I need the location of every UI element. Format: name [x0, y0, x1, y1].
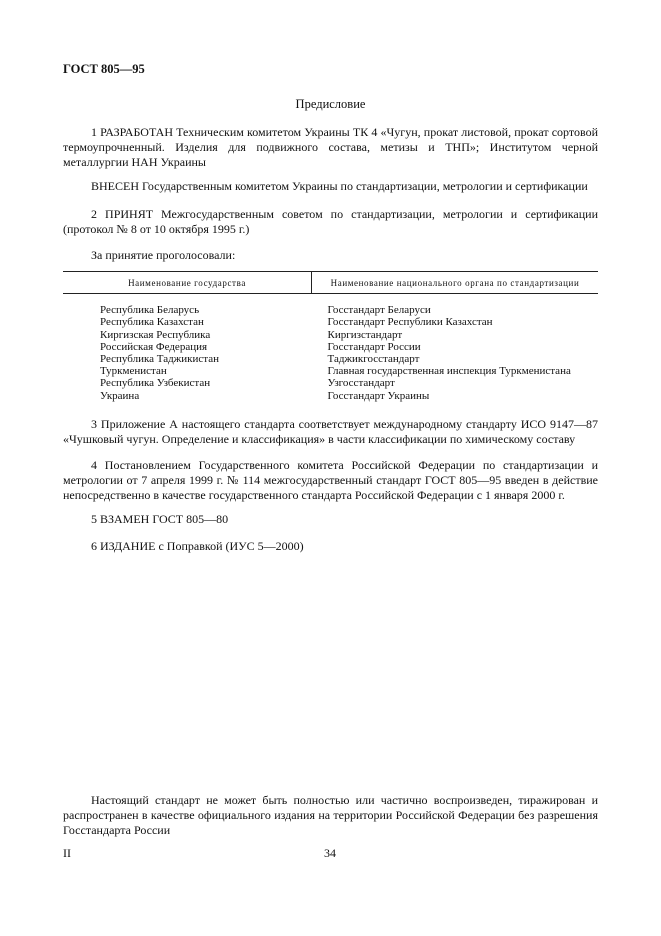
column-header-state: Наименование государства — [63, 272, 312, 294]
paragraph-replaces: 5 ВЗАМЕН ГОСТ 805—80 — [91, 512, 229, 526]
body-name: Госстандарт Украины — [327, 389, 430, 402]
state-name: Киргизская Республика — [100, 328, 211, 341]
voted-caption: За принятие проголосовали: — [91, 248, 236, 262]
paragraph-decree: 4 Постановлением Государственного комитета Российской Федерации по стандартизации и метрологии от 7 апреля 1999 г. № 114 межгосударственный стандарт ГОСТ 805—95 введен в действие непосредственно в качестве государственного стандарта Российской Федерации с 1 января 2000 г. — [63, 458, 598, 502]
paragraph-adopted: 2 ПРИНЯТ Межгосударственным советом по стандартизации, метрологии и сертификации (протокол № 8 от 10 октября 1995 г.) — [63, 207, 598, 236]
state-name: Республика Таджикистан — [100, 353, 219, 366]
table-header-row — [63, 272, 598, 294]
standard-number: ГОСТ 805—95 — [63, 62, 145, 76]
body-name: Госстандарт Республики Казахстан — [327, 316, 493, 329]
state-name: Республика Беларусь — [100, 304, 200, 317]
body-name: Госстандарт Беларуси — [327, 304, 431, 317]
page-number: 34 — [324, 846, 336, 860]
copyright-notice: Настоящий стандарт не может быть полностью или частично воспроизведен, тиражирован и распространен в качестве официального издания на территории Российской Федерации без разрешения Госстандарта России — [63, 793, 598, 837]
body-name: Таджикгосстандарт — [327, 353, 420, 366]
paragraph-developed: 1 РАЗРАБОТАН Техническим комитетом Украины ТК 4 «Чугун, прокат листовой, прокат сортовой термоупрочненный. Изделия для подвижного состава, метизы и ТНП»; Институтом черной металлургии НАН Украины — [63, 125, 598, 169]
bodies-cell — [312, 294, 599, 402]
roman-page-number: II — [63, 846, 71, 860]
state-name: Республика Казахстан — [100, 316, 204, 329]
state-name: Российская Федерация — [100, 340, 208, 353]
paragraph-introduced: ВНЕСЕН Государственным комитетом Украины по стандартизации, метрологии и сертификации — [91, 179, 588, 193]
state-name: Туркменистан — [100, 365, 167, 378]
page-title: Предисловие — [295, 97, 366, 111]
body-name: Киргизстандарт — [327, 328, 403, 341]
body-name: Узгосстандарт — [327, 377, 395, 390]
paragraph-edition: 6 ИЗДАНИЕ с Поправкой (ИУС 5—2000) — [91, 539, 304, 553]
table-row — [63, 294, 598, 402]
states-cell — [63, 294, 312, 402]
paragraph-annex: 3 Приложение А настоящего стандарта соответствует международному стандарту ИСО 9147—87 «Чушковый чугун. Определение и классификация» в части классификации по химическому составу — [63, 417, 598, 446]
body-name: Госстандарт России — [327, 340, 421, 353]
column-header-body: Наименование национального органа по стандартизации — [312, 272, 599, 294]
voting-table — [63, 271, 598, 402]
body-name: Главная государственная инспекция Туркменистана — [327, 365, 571, 378]
state-name: Украина — [100, 389, 140, 402]
state-name: Республика Узбекистан — [100, 377, 211, 390]
